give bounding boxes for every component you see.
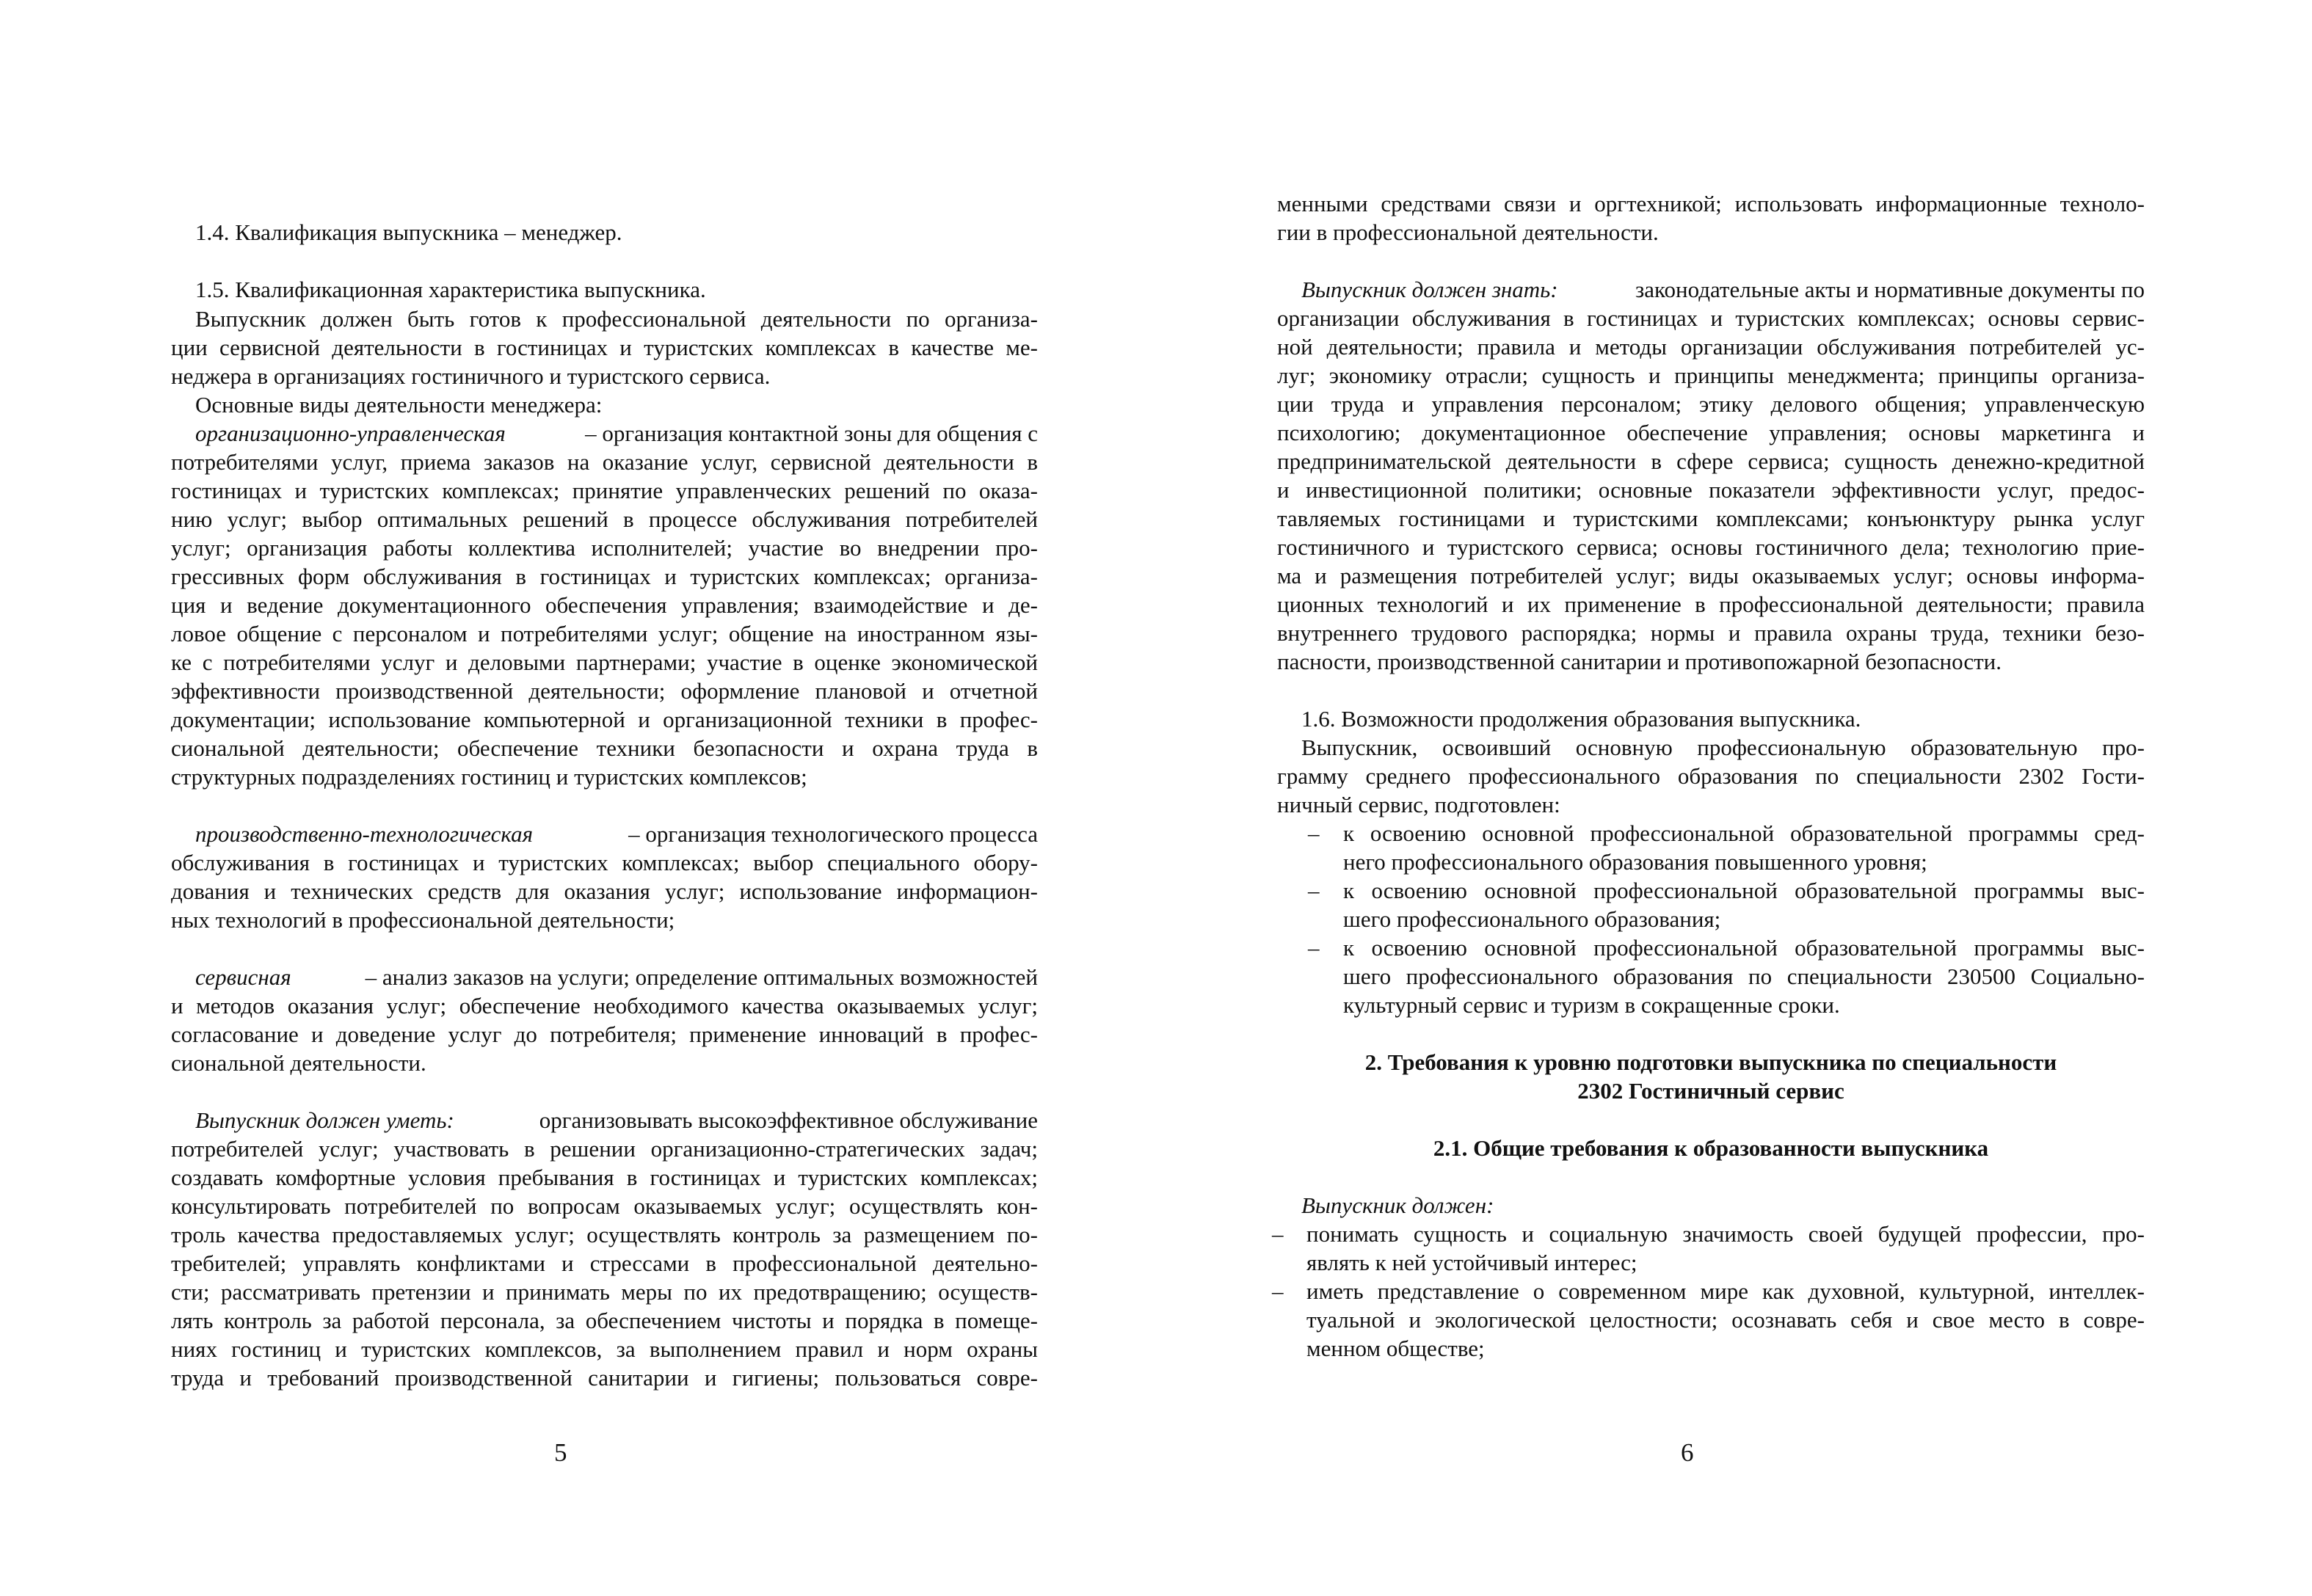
list-bullet: –	[1308, 935, 1320, 961]
activity-description: – анализ заказов на услуги; определение оптимальных возможностей	[365, 964, 1038, 990]
activity-description: – организация контактной зоны для общения с	[585, 420, 1038, 446]
body-line: Выпускник должен быть готов к профессиональной деятельности по организа-	[195, 306, 1038, 332]
body-line: грамму среднего профессионального образования по специальности 2302 Гости-	[1277, 763, 2145, 789]
list-item-line: туальной и экологической целостности; осознавать себя и свое место в совре-	[1306, 1307, 2145, 1333]
body-line: внутреннего трудового распорядка; нормы и правила охраны труда, техники безо-	[1277, 620, 2145, 646]
list-item-line: к освоению основной профессиональной образовательной программы сред-	[1343, 820, 2145, 846]
body-line: лять контроль за работой персонала, за обеспечением чистоты и порядка в помеще-	[171, 1308, 1038, 1333]
activity-org-line	[195, 419, 1038, 448]
page-number: 5	[554, 1438, 567, 1467]
list-bullet: –	[1272, 1221, 1284, 1247]
body-line: ных технологий в профессиональной деятельности;	[171, 907, 675, 933]
body-line: создавать комфортные условия пребывания в гостиницах и туристских комплексах;	[171, 1165, 1038, 1190]
body-line: консультировать потребителей по вопросам оказываемых услуг; осуществлять кон-	[171, 1193, 1038, 1219]
body-line: согласование и доведение услуг до потребителя; применение инноваций в профес-	[171, 1021, 1038, 1047]
qualification-line: 1.4. Квалификация выпускника – менеджер.	[195, 219, 622, 245]
body-line: дования и технических средств для оказания услуг; использование информацион-	[171, 878, 1038, 904]
activity-prod-line	[195, 820, 1038, 849]
knowledge-term: Выпускник должен знать:	[1301, 277, 1558, 302]
body-line: организации обслуживания в гостиницах и туристских комплексах; основы сервис-	[1277, 305, 2145, 331]
list-item-line: шего профессионального образования;	[1343, 906, 1721, 932]
body-line: ничный сервис, подготовлен:	[1277, 792, 1560, 817]
body-line: Выпускник, освоивший основную профессиональную образовательную про-	[1301, 735, 2145, 760]
body-line: эффективности производственной деятельности; оформление плановой и отчетной	[171, 678, 1038, 704]
graduate-must-label: Выпускник должен:	[1301, 1192, 1494, 1218]
section-heading: 2. Требования к уровню подготовки выпускника по специальности	[1364, 1049, 2057, 1075]
body-line: и методов оказания услуг; обеспечение необходимого качества оказываемых услуг;	[171, 993, 1038, 1019]
list-item-line: являть к ней устойчивый интерес;	[1306, 1250, 1637, 1275]
body-line: ции сервисной деятельности в гостиницах и туристских комплексах в качестве ме-	[171, 335, 1038, 360]
body-line: ловое общение с персоналом и потребителями услуг; общение на иностранном язы-	[171, 621, 1038, 646]
activity-description: – организация технологического процесса	[628, 821, 1038, 847]
subsection-heading: 2.1. Общие требования к образованности выпускника	[1433, 1135, 1989, 1161]
activity-term: сервисная	[195, 964, 291, 990]
list-item-line: к освоению основной профессиональной образовательной программы выс-	[1343, 878, 2145, 903]
list-bullet: –	[1308, 820, 1320, 846]
body-line: сиональной деятельности.	[171, 1050, 426, 1076]
body-line: гостиницах и туристских комплексах; принятие управленческих решений по оказа-	[171, 478, 1038, 503]
body-line: ниях гостиниц и туристских комплексов, за выполнением правил и норм охраны	[171, 1336, 1038, 1362]
skills-term: Выпускник должен уметь:	[195, 1107, 454, 1133]
knowledge-line	[1301, 275, 2145, 305]
body-line: ционных технологий и их применение в профессиональной деятельности; правила	[1277, 591, 2145, 617]
list-item-line: него профессионального образования повышенного уровня;	[1343, 849, 1927, 875]
list-item-line: менном обществе;	[1306, 1336, 1485, 1361]
body-line: ке с потребителями услуг и деловыми партнерами; участие в оценке экономической	[171, 649, 1038, 675]
page-number: 6	[1681, 1438, 1694, 1467]
body-line: грессивных форм обслуживания в гостиницах и туристских комплексах; организа-	[171, 564, 1038, 589]
activity-term: производственно-технологическая	[195, 821, 533, 847]
body-line: труда и требований производственной санитарии и гигиены; пользоваться совре-	[171, 1365, 1038, 1391]
list-item-line: шего профессионального образования по специальности 230500 Социально-	[1343, 963, 2145, 989]
body-line: потребителей услуг; участвовать в решении организационно-стратегических задач;	[171, 1136, 1038, 1162]
body-line: ма и размещения потребителей услуг; виды оказываемых услуг; основы информа-	[1277, 563, 2145, 589]
body-line: гостиничного и туристского сервиса; основы гостиничного дела; технологию прие-	[1277, 534, 2145, 560]
skills-line	[195, 1106, 1038, 1135]
body-line: ции труда и управления персоналом; этику делового общения; управленческую	[1277, 391, 2145, 417]
body-line: менными средствами связи и оргтехникой; использовать информационные техноло-	[1277, 191, 2145, 216]
body-line: требителей; управлять конфликтами и стрессами в профессиональной деятельно-	[171, 1250, 1038, 1276]
body-line: нию услуг; выбор оптимальных решений в процессе обслуживания потребителей	[171, 506, 1038, 532]
activity-term: организационно-управленческая	[195, 420, 506, 446]
list-bullet: –	[1272, 1278, 1284, 1304]
body-line: тавляемых гостиницами и туристскими комплексами; конъюнктуру рынка услуг	[1277, 506, 2145, 531]
list-item-line: понимать сущность и социальную значимость своей будущей профессии, про-	[1306, 1221, 2145, 1247]
qualification-heading: 1.5. Квалификационная характеристика выпускника.	[195, 277, 706, 302]
body-line: услуг; организация работы коллектива исполнителей; участие во внедрении про-	[171, 535, 1038, 561]
body-line: обслуживания в гостиницах и туристских комплексах; выбор специального обору-	[171, 850, 1038, 875]
list-bullet: –	[1308, 878, 1320, 903]
body-line: пасности, производственной санитарии и противопожарной безопасности.	[1277, 649, 2002, 674]
body-line: троль качества предоставляемых услуг; осуществлять контроль за размещением по-	[171, 1222, 1038, 1247]
body-line: структурных подразделениях гостиниц и туристских комплексов;	[171, 764, 807, 790]
body-line: ной деятельности; правила и методы организации обслуживания потребителей ус-	[1277, 334, 2145, 360]
activity-service-line	[195, 963, 1038, 992]
body-line: предпринимательской деятельности в сфере сервиса; сущность денежно-кредитной	[1277, 448, 2145, 474]
continuation-heading: 1.6. Возможности продолжения образования выпускника.	[1301, 706, 1861, 732]
body-line: и инвестиционной политики; основные показатели эффективности услуг, предос-	[1277, 477, 2145, 503]
knowledge-description: законодательные акты и нормативные документы по	[1635, 277, 2145, 302]
body-line: гии в профессиональной деятельности.	[1277, 219, 1659, 245]
body-line: потребителями услуг, приема заказов на оказание услуг, сервисной деятельности в	[171, 449, 1038, 475]
body-line: ция и ведение документационного обеспечения управления; взаимодействие и де-	[171, 592, 1038, 618]
body-line: луг; экономику отрасли; сущность и принципы менеджмента; принципы организа-	[1277, 362, 2145, 388]
skills-description: организовывать высокоэффективное обслуживание	[539, 1107, 1038, 1133]
body-line: Основные виды деятельности менеджера:	[195, 392, 603, 418]
list-item-line: к освоению основной профессиональной образовательной программы выс-	[1343, 935, 2145, 961]
list-item-line: иметь представление о современном мире как духовной, культурной, интеллек-	[1306, 1278, 2145, 1304]
body-line: сти; рассматривать претензии и принимать меры по их предотвращению; осуществ-	[171, 1279, 1038, 1305]
body-line: неджера в организациях гостиничного и туристского сервиса.	[171, 363, 771, 389]
section-heading: 2302 Гостиничный сервис	[1577, 1078, 1844, 1104]
list-item-line: культурный сервис и туризм в сокращенные сроки.	[1343, 992, 1840, 1018]
body-line: психологию; документационное обеспечение управления; основы маркетинга и	[1277, 420, 2145, 445]
body-line: сиональной деятельности; обеспечение техники безопасности и охрана труда в	[171, 735, 1038, 761]
body-line: документации; использование компьютерной и организационной техники в профес-	[171, 707, 1038, 732]
